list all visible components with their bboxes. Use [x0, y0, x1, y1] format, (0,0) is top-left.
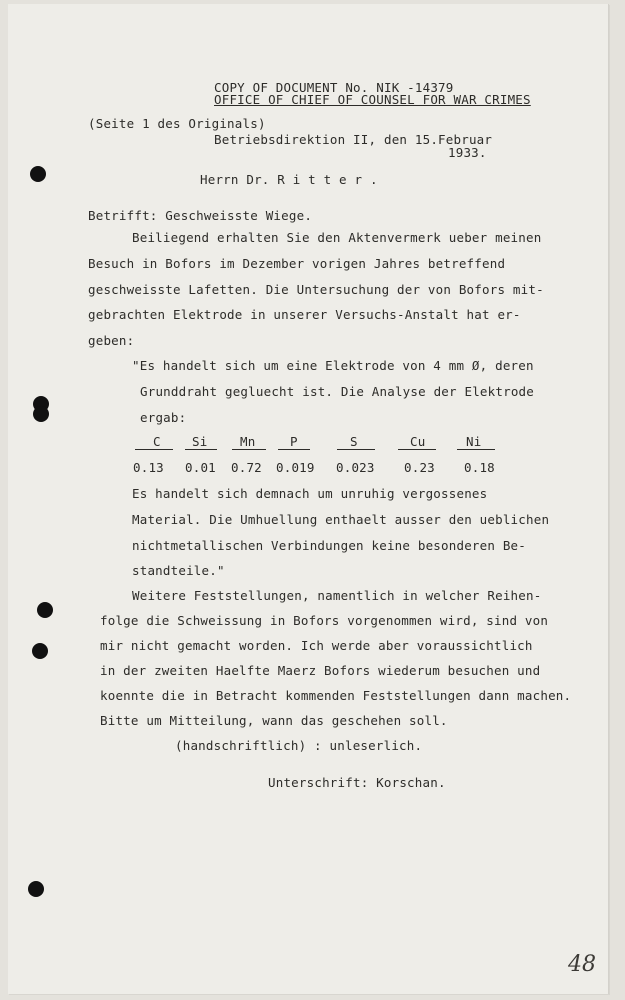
subject-line: Betrifft: Geschweisste Wiege.	[88, 208, 313, 223]
quote-end-line: standteile."	[132, 563, 225, 578]
analysis-value: 0.72	[231, 460, 262, 475]
page-number-mark: 48	[568, 952, 596, 977]
page-reference: (Seite 1 des Originals)	[88, 116, 266, 131]
analysis-header: Mn	[240, 434, 256, 449]
header-underline	[457, 449, 495, 450]
closing-line: mir nicht gemacht worden. Ich werde aber voraussichtlich	[100, 638, 533, 653]
header-underline	[398, 449, 436, 450]
quote-line: "Es handelt sich um eine Elektrode von 4 mm Ø, deren	[132, 358, 534, 373]
punch-hole	[28, 881, 44, 897]
analysis-value: 0.019	[276, 460, 315, 475]
quote-line: ergab:	[140, 410, 187, 425]
analysis-value: 0.01	[185, 460, 216, 475]
handwritten-note: (handschriftlich) : unleserlich.	[175, 738, 423, 753]
header-underline	[232, 449, 266, 450]
header-underline	[278, 449, 310, 450]
punch-hole	[30, 166, 46, 182]
body-line: geschweisste Lafetten. Die Untersuchung der von Bofors mit-	[88, 282, 544, 297]
closing-line: koennte die in Betracht kommenden Feststellungen dann machen.	[100, 688, 572, 703]
closing-line: Bitte um Mitteilung, wann das geschehen soll.	[100, 713, 448, 728]
analysis-header: Si	[192, 434, 208, 449]
quote-end-line: nichtmetallischen Verbindungen keine besonderen Be-	[132, 538, 527, 553]
quote-end-line: Material. Die Umhuellung enthaelt ausser den ueblichen	[132, 512, 550, 527]
analysis-header: Ni	[466, 434, 482, 449]
header-underline	[185, 449, 217, 450]
punch-hole	[37, 602, 53, 618]
body-line: geben:	[88, 333, 135, 348]
analysis-header: C	[153, 434, 161, 449]
closing-line: Weitere Feststellungen, namentlich in welcher Reihen-	[132, 588, 542, 603]
analysis-header: S	[350, 434, 358, 449]
quote-line: Grunddraht gegluecht ist. Die Analyse der Elektrode	[140, 384, 535, 399]
closing-line: folge die Schweissung in Bofors vorgenommen wird, sind von	[100, 613, 549, 628]
header-line-1: COPY OF DOCUMENT No. NIK -14379	[214, 80, 454, 95]
body-line: Besuch in Bofors im Dezember vorigen Jahres betreffend	[88, 256, 506, 271]
analysis-header: Cu	[410, 434, 426, 449]
header-underline	[135, 449, 173, 450]
header-underline	[337, 449, 375, 450]
place-date-year: 1933.	[448, 145, 487, 160]
punch-hole	[33, 406, 49, 422]
analysis-value: 0.13	[133, 460, 164, 475]
body-line: Beiliegend erhalten Sie den Aktenvermerk ueber meinen	[132, 230, 542, 245]
signature-line: Unterschrift: Korschan.	[268, 775, 446, 790]
analysis-value: 0.023	[336, 460, 375, 475]
analysis-value: 0.18	[464, 460, 495, 475]
closing-line: in der zweiten Haelfte Maerz Bofors wiederum besuchen und	[100, 663, 541, 678]
place-date: Betriebsdirektion II, den 15.Februar	[214, 132, 493, 147]
quote-end-line: Es handelt sich demnach um unruhig vergossenes	[132, 486, 488, 501]
analysis-value: 0.23	[404, 460, 435, 475]
header-line-2: OFFICE OF CHIEF OF COUNSEL FOR WAR CRIMES	[214, 92, 531, 107]
addressee: Herrn Dr. R i t t e r .	[200, 172, 378, 187]
analysis-header: P	[290, 434, 298, 449]
punch-hole	[32, 643, 48, 659]
body-line: gebrachten Elektrode in unserer Versuchs-Anstalt hat er-	[88, 307, 521, 322]
